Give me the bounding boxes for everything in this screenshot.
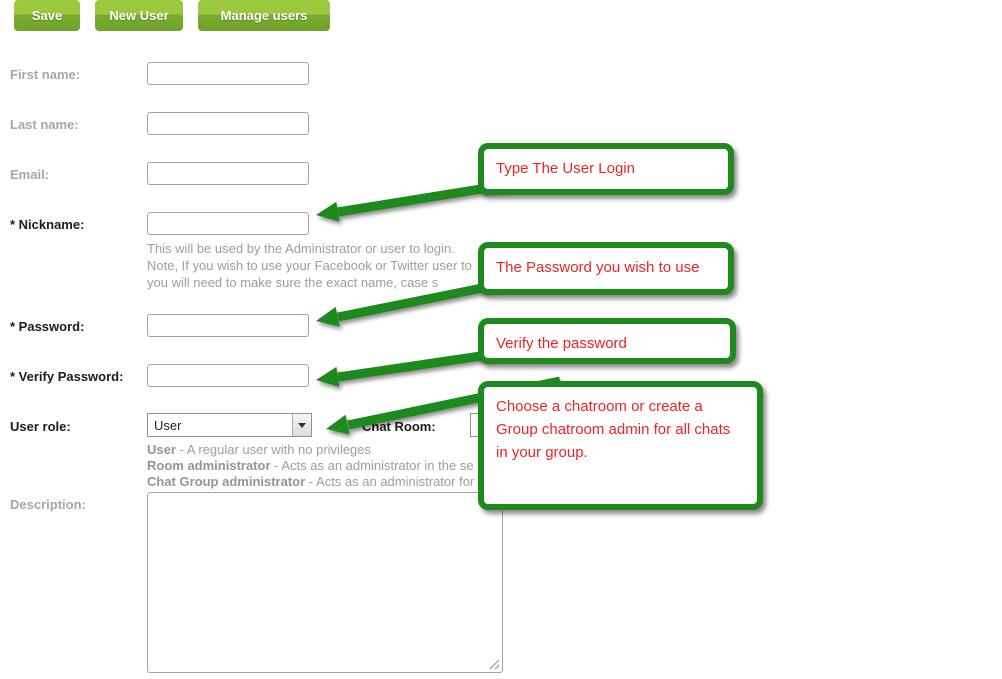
first-name-input[interactable]: [147, 62, 309, 85]
user-role-select[interactable]: [147, 413, 312, 437]
callout-text: The Password you wish to use: [496, 259, 700, 276]
manage-users-button[interactable]: Manage users: [198, 0, 330, 31]
nickname-help-line-2: Note, If you wish to use your Facebook or Twitter user to: [147, 258, 472, 273]
password-input[interactable]: [147, 314, 309, 337]
user-role-label: User role:: [10, 419, 71, 434]
callout-verify-password: [478, 318, 736, 364]
nickname-label: * Nickname:: [10, 217, 85, 232]
password-label: * Password:: [10, 319, 85, 334]
callout-user-login: [478, 143, 734, 195]
callout-chat-room: [478, 381, 763, 510]
chevron-down-icon: [292, 414, 311, 436]
email-label: Email:: [10, 167, 50, 182]
role-help-line-1: [147, 442, 371, 457]
first-name-label: First name:: [10, 67, 81, 82]
callout-text: Type The User Login: [496, 160, 635, 177]
role-help-desc: - Acts as an administrator for: [305, 474, 475, 489]
callout-text: Choose a chatroom or create a Group chatroom admin for all chats in your group.: [496, 398, 731, 461]
chat-room-label: Chat Room:: [362, 419, 436, 434]
role-help-term: User: [147, 442, 176, 457]
nickname-help-line-1: This will be used by the Administrator or user to login.: [147, 241, 455, 256]
verify-password-input[interactable]: [147, 364, 309, 387]
role-help-desc: - A regular user with no privileges: [175, 442, 372, 457]
user-role-selected-value: User: [154, 417, 182, 433]
description-textarea[interactable]: [147, 492, 503, 673]
role-help-line-3: [147, 474, 474, 489]
callout-text: Verify the password: [496, 335, 627, 352]
role-help-term: Chat Group administrator: [147, 474, 306, 489]
description-label: Description:: [10, 497, 86, 512]
verify-password-label: * Verify Password:: [10, 369, 124, 384]
email-input[interactable]: [147, 162, 309, 185]
last-name-label: Last name:: [10, 117, 79, 132]
nickname-input[interactable]: [147, 212, 309, 235]
callout-password: [478, 242, 734, 295]
role-help-desc: - Acts as an administrator in the se: [270, 458, 474, 473]
resize-grip-icon[interactable]: [488, 658, 500, 670]
role-help-term: Room administrator: [147, 458, 271, 473]
save-button[interactable]: Save: [14, 0, 80, 31]
role-help-line-2: [147, 458, 474, 473]
new-user-button[interactable]: New User: [95, 0, 183, 31]
last-name-input[interactable]: [147, 112, 309, 135]
nickname-help-line-3: you will need to make sure the exact name, case s: [147, 275, 439, 290]
